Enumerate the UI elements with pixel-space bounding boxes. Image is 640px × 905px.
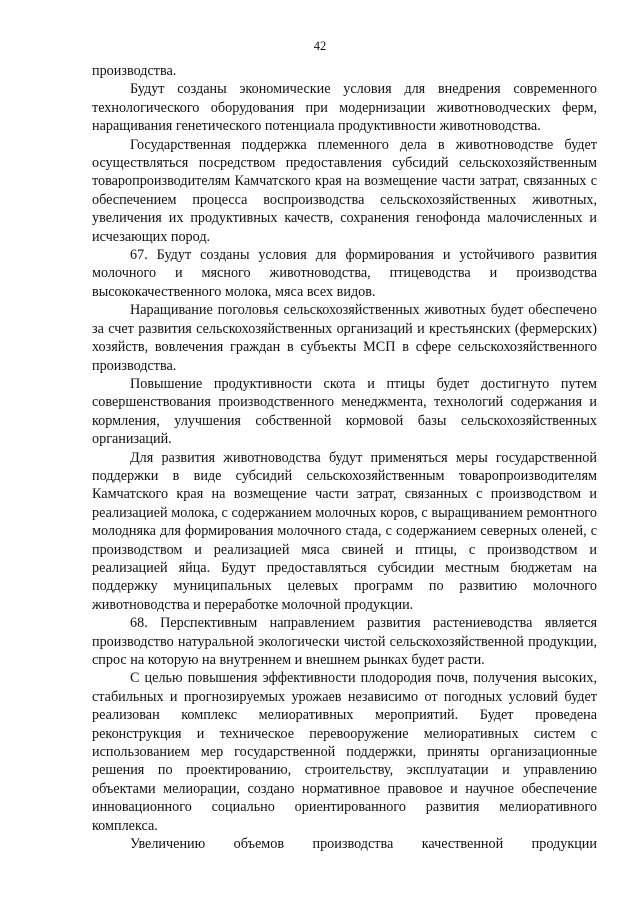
paragraph-item-67: 67. Будут созданы условия для формирования и устойчивого развития молочного и мясного животноводства, птицеводства и производства высококачественного молока, мяса всех видов. xyxy=(92,247,597,300)
paragraph-production-increase: Увеличению объемов производства качественной продукции xyxy=(130,836,597,853)
paragraph-productivity: Повышение продуктивности скота и птицы будет достигнуто путем совершенствования производственного менеджмента, технологий содержания и кормления, улучшения собственной кормовой базы сельскохозяйственных организаций. xyxy=(92,375,597,448)
paragraph-livestock-growth: Наращивание поголовья сельскохозяйственных животных будет обеспечено за счет развития сельскохозяйственных организаций и крестьянских (фермерских) хозяйств, вовлечения граждан в субъекты МСП в сфере сельскохозяйственного производства. xyxy=(92,302,597,374)
paragraph-item-68: 68. Перспективным направлением развития растениеводства является производство натуральной экологически чистой сельскохозяйственной продукции, спрос на которую на внутреннем и внешнем рынках будет расти. xyxy=(92,615,597,668)
document-body xyxy=(92,62,597,853)
paragraph-continuation: производства. xyxy=(92,63,177,79)
paragraph-melioration: С целью повышения эффективности плодородия почв, получения высоких, стабильных и прогнозируемых урожаев независимо от погодных условий будет реализован комплекс мелиоративных мероприятий. Будет проведена реконструкция и техническое перевооружение мелиоративных систем с использованием мер государственной поддержки, приняты организационные решения по проектированию, строительству, эксплуатации и управлению объектами мелиорации, создано нормативное правовое и научное обеспечение инновационного социально ориентированного развития мелиоративного комплекса. xyxy=(92,670,597,834)
paragraph-state-support-measures: Для развития животноводства будут применяться меры государственной поддержки в виде субсидий сельскохозяйственным товаропроизводителям Камчатского края на возмещение части затрат, связанных с производством и реализацией молока, с содержанием молочных коров, с выращиванием ремонтного молодняка для формирования молочного стада, с содержанием северных оленей, с производством и реализацией мяса свиней и птицы, с производством и реализацией яйца. Будут предоставляться субсидии местным бюджетам на поддержку муниципальных целевых программ по развитию молочного животноводства и переработке молочной продукции. xyxy=(92,449,597,613)
page-number: 42 xyxy=(313,39,327,53)
paragraph-breeding-support: Государственная поддержка племенного дела в животноводстве будет осуществляться посредством предоставления субсидий сельскохозяйственным товаропроизводителям Камчатского края на возмещение части затрат, связанных с обеспечением процесса воспроизводства сельскохозяйственных животных, увеличения их продуктивных качеств, сохранения генофонда малочисленных и исчезающих пород. xyxy=(92,136,597,245)
paragraph-economic-conditions: Будут созданы экономические условия для внедрения современного технологического оборудования при модернизации животноводческих ферм, наращивания генетического потенциала продуктивности животноводства. xyxy=(92,81,597,135)
